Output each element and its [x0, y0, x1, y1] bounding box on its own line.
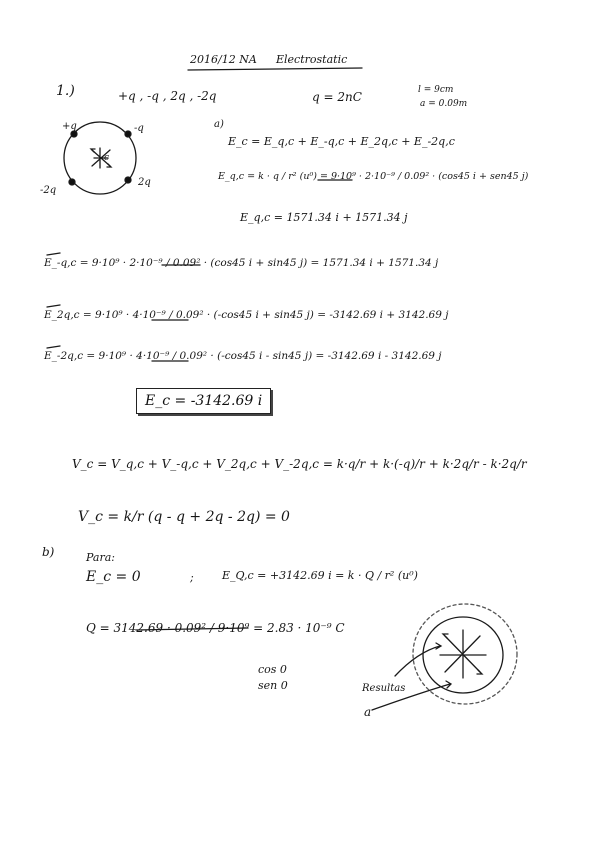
label-2q: 2q — [138, 177, 151, 188]
eq-field-2q: E_2q,c = 9·10⁹ · 4·10⁻⁹ / 0.09² · (-cos45 i + sin45 j) = -3142.69 i + 3142.69 j — [44, 309, 449, 321]
charge-dot-top-right — [125, 131, 131, 137]
header-topic: Electrostatic — [276, 53, 348, 66]
given-a: a = 0.09m — [420, 99, 468, 109]
header-year: 2016/12 NA — [190, 53, 257, 66]
result-box: E_c = -3142.69 i — [136, 388, 271, 414]
charges-list: +q , -q , 2q , -2q — [118, 89, 217, 103]
sen-note: sen 0 — [258, 679, 288, 692]
para-label: Para: — [86, 551, 115, 564]
separator: ; — [190, 571, 194, 584]
label-plus-q: +q — [62, 121, 77, 132]
eq-field-minus-2q: E_-2q,c = 9·10⁹ · 4·10⁻⁹ / 0.09² · (-cos45 i - sin45 j) = -3142.69 i - 3142.69 j — [44, 350, 442, 362]
charge-Q-halo — [413, 604, 517, 704]
resultas-note: Resultas — [362, 683, 406, 694]
eq-field-minus-q: E_-q,c = 9·10⁹ · 2·10⁻⁹ / 0.09² · (cos45 i + sin45 j) = 1571.34 i + 1571.34 j — [44, 257, 439, 269]
eq-potential-sum: V_c = V_q,c + V_-q,c + V_2q,c + V_-2q,c = k·q/r + k·(-q)/r + k·2q/r - k·2q/r — [72, 457, 527, 471]
label-a: a) — [214, 119, 224, 130]
arrow-label-a: a — [364, 705, 372, 719]
label-minus-q: -q — [134, 123, 144, 134]
eq-potential-result: V_c = k/r (q - q + 2q - 2q) = 0 — [78, 509, 290, 525]
eq-Q: Q = 3142.69 · 0.09² / 9·10⁹ = 2.83 · 10⁻⁹ C — [86, 621, 345, 635]
condition-zero: E_c = 0 — [86, 569, 141, 585]
pointer-arrow-resultas — [395, 646, 440, 676]
eq-field-sum: E_c = E_q,c + E_-q,c + E_2q,c + E_-2q,c — [228, 135, 455, 148]
label-minus-2q: -2q — [40, 185, 57, 196]
given-length: l = 9cm — [418, 85, 454, 95]
eq-field-q-result: E_q,c = 1571.34 i + 1571.34 j — [240, 211, 408, 224]
eq-field-Q: E_Q,c = +3142.69 i = k · Q / r² (u⁰) — [222, 569, 418, 582]
problem-number: 1.) — [56, 83, 75, 99]
charge-dot-bottom-left — [69, 179, 75, 185]
cos-note: cos 0 — [258, 663, 287, 676]
label-b: b) — [42, 545, 55, 559]
charge-dot-bottom-right — [125, 177, 131, 183]
label-center: c — [104, 153, 110, 163]
eq-field-q: E_q,c = k · q / r² (u⁰) = 9·10⁹ · 2·10⁻⁹ / 0.09² · (cos45 i + sen45 j) — [218, 171, 529, 182]
q-value: q = 2nC — [312, 90, 362, 104]
header-underline — [188, 68, 362, 70]
